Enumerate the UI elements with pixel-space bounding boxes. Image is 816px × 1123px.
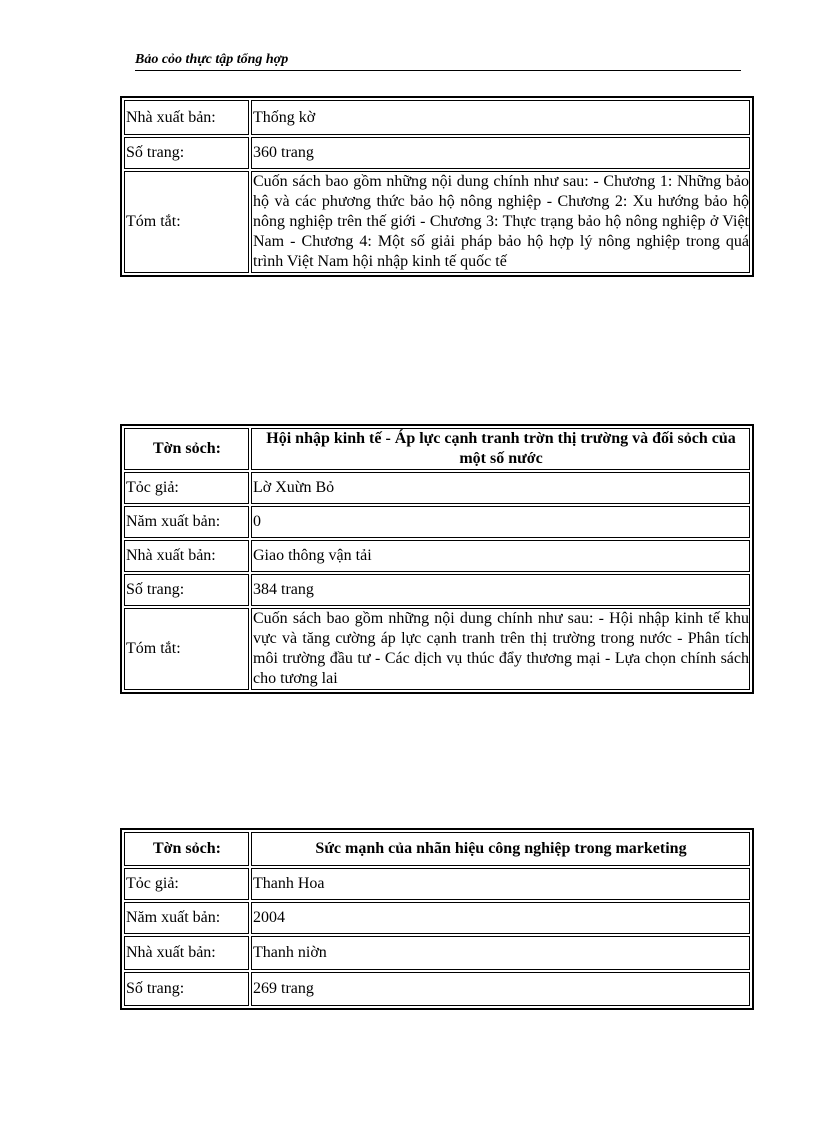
table-row	[124, 972, 750, 1006]
table-row	[124, 936, 750, 970]
publisher-value: Thống kờ	[251, 100, 750, 135]
summary-value: Cuốn sách bao gồm những nội dung chính như sau: - Hội nhập kinh tế khu vực và tăng cường áp lực cạnh tranh trên thị trường trong nước - Phân tích môi trường đầu tư - Các dịch vụ thúc đẩy thương mại - Lựa chọn chính sách cho tương lai	[251, 608, 750, 690]
table-row	[124, 137, 750, 169]
pages-value: 360 trang	[251, 137, 750, 169]
table-row	[124, 832, 750, 866]
title-label: Tờn sỏch:	[124, 832, 249, 866]
book-table-2	[120, 424, 754, 694]
publisher-value: Giao thông vận tải	[251, 540, 750, 572]
table-row	[124, 540, 750, 572]
table-row	[124, 506, 750, 538]
table-row	[124, 868, 750, 900]
title-value: Hội nhập kinh tế - Áp lực cạnh tranh trờn thị trường và đối sỏch của một số nước	[251, 428, 750, 470]
pages-value: 269 trang	[251, 972, 750, 1006]
publisher-value: Thanh niờn	[251, 936, 750, 970]
summary-value: Cuốn sách bao gồm những nội dung chính như sau: - Chương 1: Những bảo hộ và các phương thức bảo hộ nông nghiệp - Chương 2: Xu hướng bảo hộ nông nghiệp trên thế giới - Chương 3: Thực trạng bảo hộ nông nghiệp ở Việt Nam - Chương 4: Một số giải pháp bảo hộ hợp lý nông nghiệp trong quá trình Việt Nam hội nhập kinh tế quốc tế	[251, 171, 750, 273]
table-row	[124, 428, 750, 470]
year-label: Năm xuất bản:	[124, 902, 249, 934]
table-row	[124, 608, 750, 690]
header-title: Bảo cỏo thực tập tổng hợp	[135, 52, 289, 67]
publisher-label: Nhà xuất bản:	[124, 100, 249, 135]
author-label: Tỏc giả:	[124, 472, 249, 504]
pages-label: Số trang:	[124, 972, 249, 1006]
book-table-3	[120, 828, 754, 1010]
table-row	[124, 100, 750, 135]
table-row	[124, 171, 750, 273]
table-row	[124, 472, 750, 504]
page-header	[135, 50, 741, 71]
year-value: 2004	[251, 902, 750, 934]
summary-label: Tóm tắt:	[124, 608, 249, 690]
title-value: Sức mạnh của nhãn hiệu công nghiệp trong marketing	[251, 832, 750, 866]
author-value: Thanh Hoa	[251, 868, 750, 900]
summary-label: Tóm tắt:	[124, 171, 249, 273]
author-value: Lờ Xuừn Bỏ	[251, 472, 750, 504]
author-label: Tỏc giả:	[124, 868, 249, 900]
year-label: Năm xuất bản:	[124, 506, 249, 538]
book-table-1	[120, 96, 754, 277]
table-row	[124, 902, 750, 934]
year-value: 0	[251, 506, 750, 538]
pages-label: Số trang:	[124, 137, 249, 169]
title-label: Tờn sỏch:	[124, 428, 249, 470]
pages-label: Số trang:	[124, 574, 249, 606]
pages-value: 384 trang	[251, 574, 750, 606]
table-row	[124, 574, 750, 606]
publisher-label: Nhà xuất bản:	[124, 540, 249, 572]
publisher-label: Nhà xuất bản:	[124, 936, 249, 970]
